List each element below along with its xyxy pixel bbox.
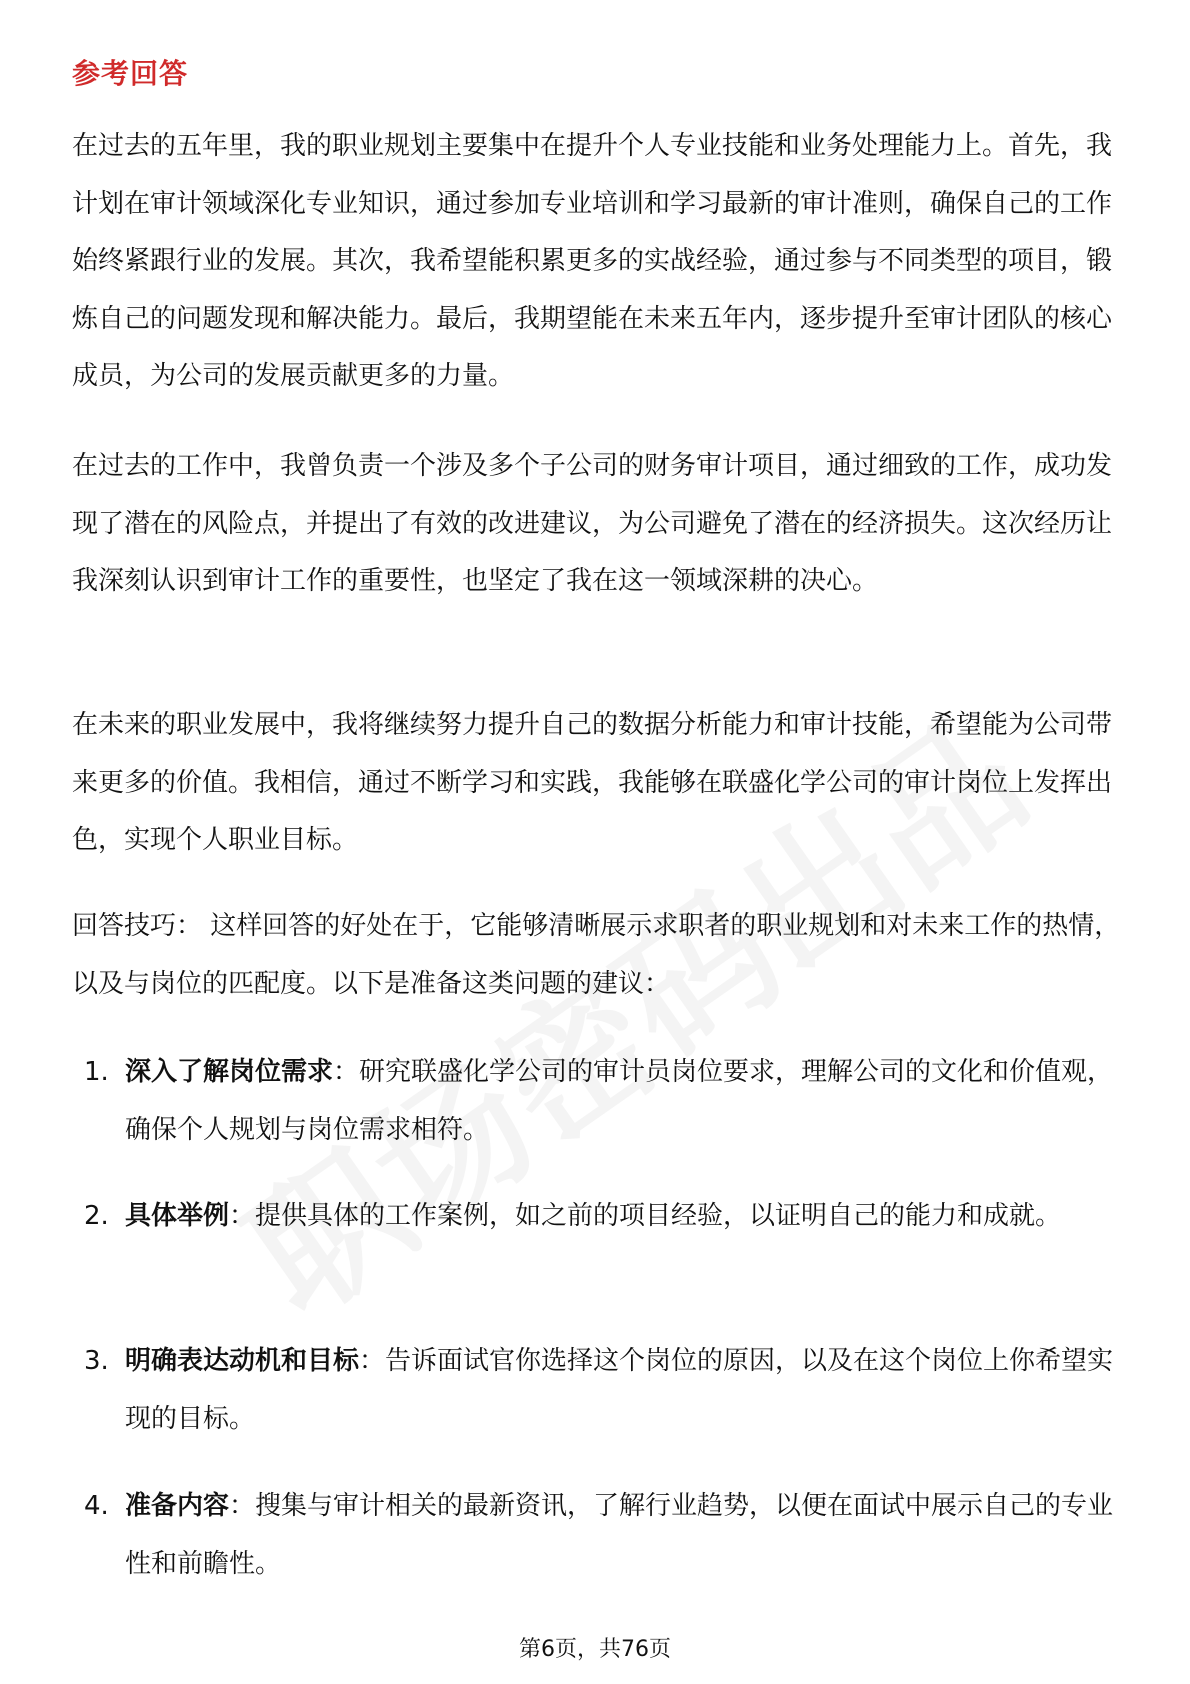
list-item-text: ：研究联盛化学公司的审计员岗位要求，理解公司的文化和价值观，确保个人规划与岗位需求相符。 [125, 1057, 1114, 1145]
list-number: 3. [84, 1346, 109, 1376]
list-item-title: 深入了解岗位需求 [125, 1057, 334, 1087]
page-footer: 第6页，共76页 [519, 1637, 671, 1662]
section-heading: 参考回答 [72, 57, 189, 90]
list-item-title: 明确表达动机和目标 [125, 1346, 360, 1376]
answer-tips-intro: 回答技巧： 这样回答的好处在于，它能够清晰展示求职者的职业规划和对未来工作的热情，以及与岗位的匹配度。以下是准备这类问题的建议： [72, 911, 1121, 999]
list-number: 1. [84, 1057, 109, 1087]
list-number: 2. [84, 1201, 109, 1231]
list-item-text: ：提供具体的工作案例，如之前的项目经验，以证明自己的能力和成就。 [229, 1201, 1062, 1231]
list-item-body [125, 1478, 1125, 1593]
list-item-text: ：告诉面试官你选择这个岗位的原因，以及在这个岗位上你希望实现的目标。 [125, 1346, 1114, 1434]
list-item-body [125, 1188, 1125, 1246]
list-number: 4. [84, 1491, 109, 1521]
answer-paragraph-2: 在过去的工作中，我曾负责一个涉及多个子公司的财务审计项目，通过细致的工作，成功发现了潜在的风险点，并提出了有效的改进建议，为公司避免了潜在的经济损失。这次经历让我深刻认识到审计工作的重要性，也坚定了我在这一领域深耕的决心。 [72, 451, 1113, 596]
list-item-title: 具体举例 [125, 1201, 230, 1231]
answer-paragraph-1: 在过去的五年里，我的职业规划主要集中在提升个人专业技能和业务处理能力上。首先，我计划在审计领域深化专业知识，通过参加专业培训和学习最新的审计准则，确保自己的工作始终紧跟行业的发展。其次，我希望能积累更多的实战经验，通过参与不同类型的项目，锻炼自己的问题发现和解决能力。最后，我期望能在未来五年内，逐步提升至审计团队的核心成员，为公司的发展贡献更多的力量。 [72, 131, 1113, 391]
answer-paragraph-3: 在未来的职业发展中，我将继续努力提升自己的数据分析能力和审计技能，希望能为公司带来更多的价值。我相信，通过不断学习和实践，我能够在联盛化学公司的审计岗位上发挥出色，实现个人职业目标。 [72, 710, 1113, 855]
list-item-body [125, 1044, 1125, 1159]
list-item-text: ：搜集与审计相关的最新资讯，了解行业趋势，以便在面试中展示自己的专业性和前瞻性。 [125, 1491, 1114, 1579]
list-item-body [125, 1333, 1125, 1448]
list-item-title: 准备内容 [125, 1491, 230, 1521]
